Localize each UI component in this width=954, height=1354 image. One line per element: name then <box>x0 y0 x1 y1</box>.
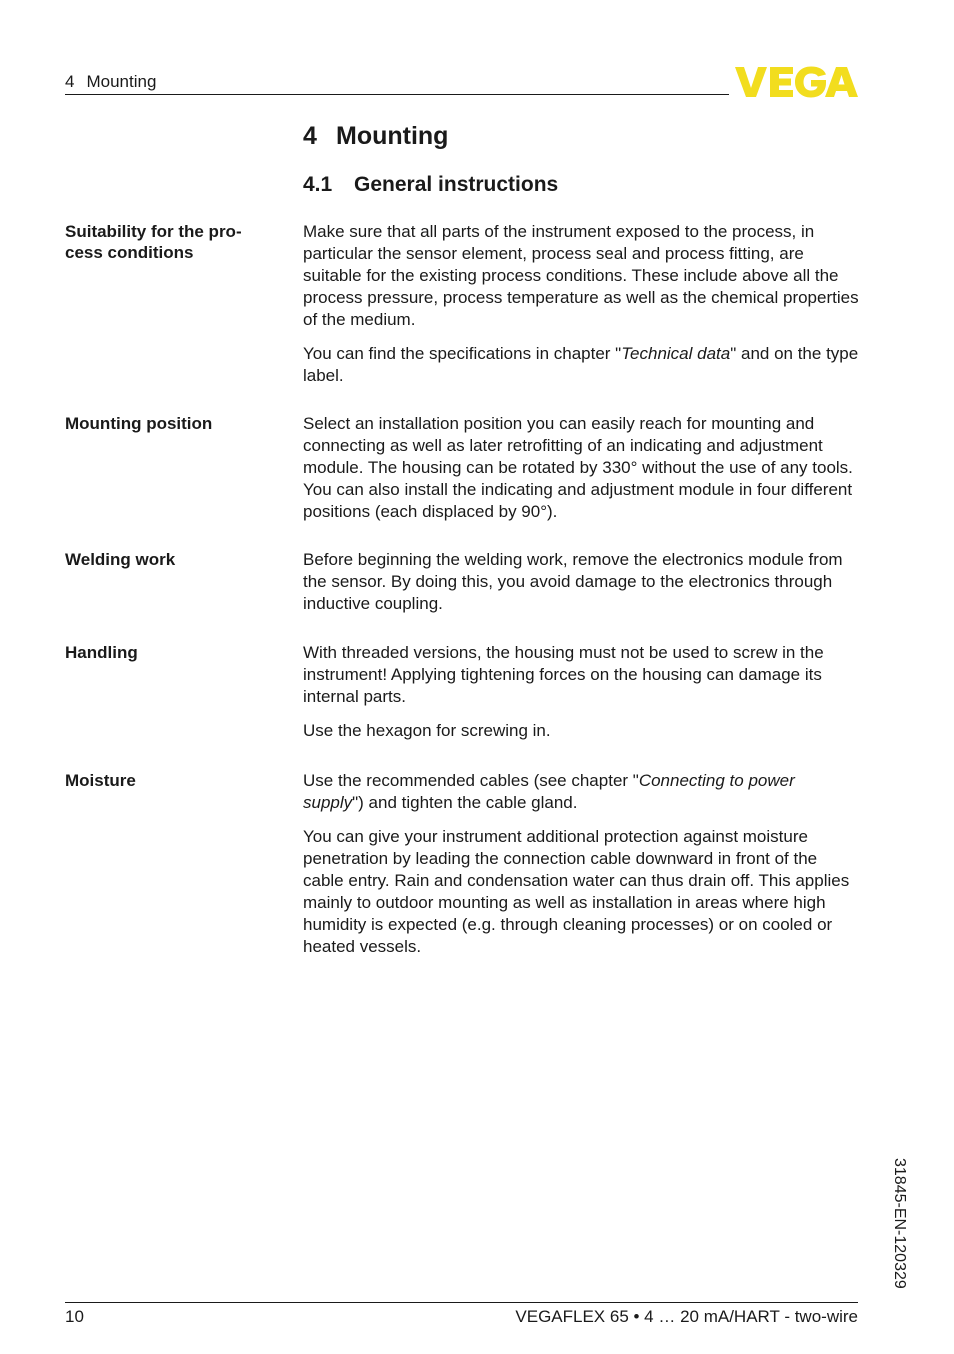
chapter-title: Mounting <box>336 122 449 150</box>
label-mounting-position: Mounting position <box>65 414 213 433</box>
link-connecting-to-power-supply: Connecting to power supply <box>303 771 795 812</box>
running-header-title: Mounting <box>86 72 157 91</box>
label-handling: Handling <box>65 643 138 662</box>
document-code: 31845-EN-120329 <box>891 1158 908 1289</box>
moisture-p1-post: ") and tighten the cable gland. <box>352 793 578 812</box>
moisture-paragraph-1 <box>303 770 859 814</box>
text-mounting-position <box>303 413 859 535</box>
header-divider <box>65 94 729 95</box>
text-welding-work <box>303 549 859 627</box>
suitability-paragraph-2 <box>303 343 859 387</box>
welding-paragraph: Before beginning the welding work, remove the electronics module from the sensor. By doing this, you avoid damage to the electronics through inductive coupling. <box>303 550 843 613</box>
page-number: 10 <box>65 1307 84 1326</box>
link-technical-data: Technical data <box>621 344 731 363</box>
chapter-number: 4 <box>303 122 317 150</box>
text-moisture <box>303 770 859 970</box>
footer-document-title: VEGAFLEX 65 • 4 … 20 mA/HART - two-wire <box>515 1307 858 1326</box>
label-welding-work: Welding work <box>65 550 176 569</box>
label-suitability: Suitability for the pro-cess conditions <box>65 222 242 262</box>
handling-paragraph-1: With threaded versions, the housing must not be used to screw in the instrument! Applying tightening forces on the housing can damage its internal parts. <box>303 643 824 706</box>
suitability-p2-post: " and on the type label. <box>303 344 859 385</box>
running-header <box>65 72 156 92</box>
text-suitability <box>303 221 859 399</box>
handling-paragraph-2: Use the hexagon for screwing in. <box>303 721 551 740</box>
moisture-p1-pre: Use the recommended cables (see chapter " <box>303 771 639 790</box>
suitability-p2-pre: You can find the specifications in chapter " <box>303 344 622 363</box>
text-handling <box>303 642 859 754</box>
footer-divider <box>65 1302 858 1303</box>
section-number: 4.1 <box>303 173 333 196</box>
mounting-position-paragraph: Select an installation position you can easily reach for mounting and connecting as well as later retrofitting of an indicating and adjustment module. The housing can be rotated by 330° without the use of any tools. You can also install the indicating and adjustment module in four different positions (each displaced by 90°). <box>303 414 853 521</box>
chapter-heading <box>303 122 448 151</box>
label-moisture: Moisture <box>65 771 136 790</box>
suitability-paragraph-1: Make sure that all parts of the instrument exposed to the process, in particular the sensor element, process seal and process fitting, are suitable for the existing process conditions. These include above all the process pressure, process temperature as well as the chemical properties of the medium. <box>303 222 859 329</box>
section-heading <box>303 173 558 197</box>
section-title: General instructions <box>354 173 559 196</box>
running-header-number: 4 <box>65 72 75 91</box>
moisture-paragraph-2: You can give your instrument additional protection against moisture penetration by leading the connection cable downward in front of the cable entry. Rain and condensation water can thus drain off. This applies mainly to outdoor mounting as well as installation in areas where high humidity is expected (e.g. through cleaning processes) or on cooled or heated vessels. <box>303 827 850 956</box>
vega-logo <box>735 66 858 98</box>
